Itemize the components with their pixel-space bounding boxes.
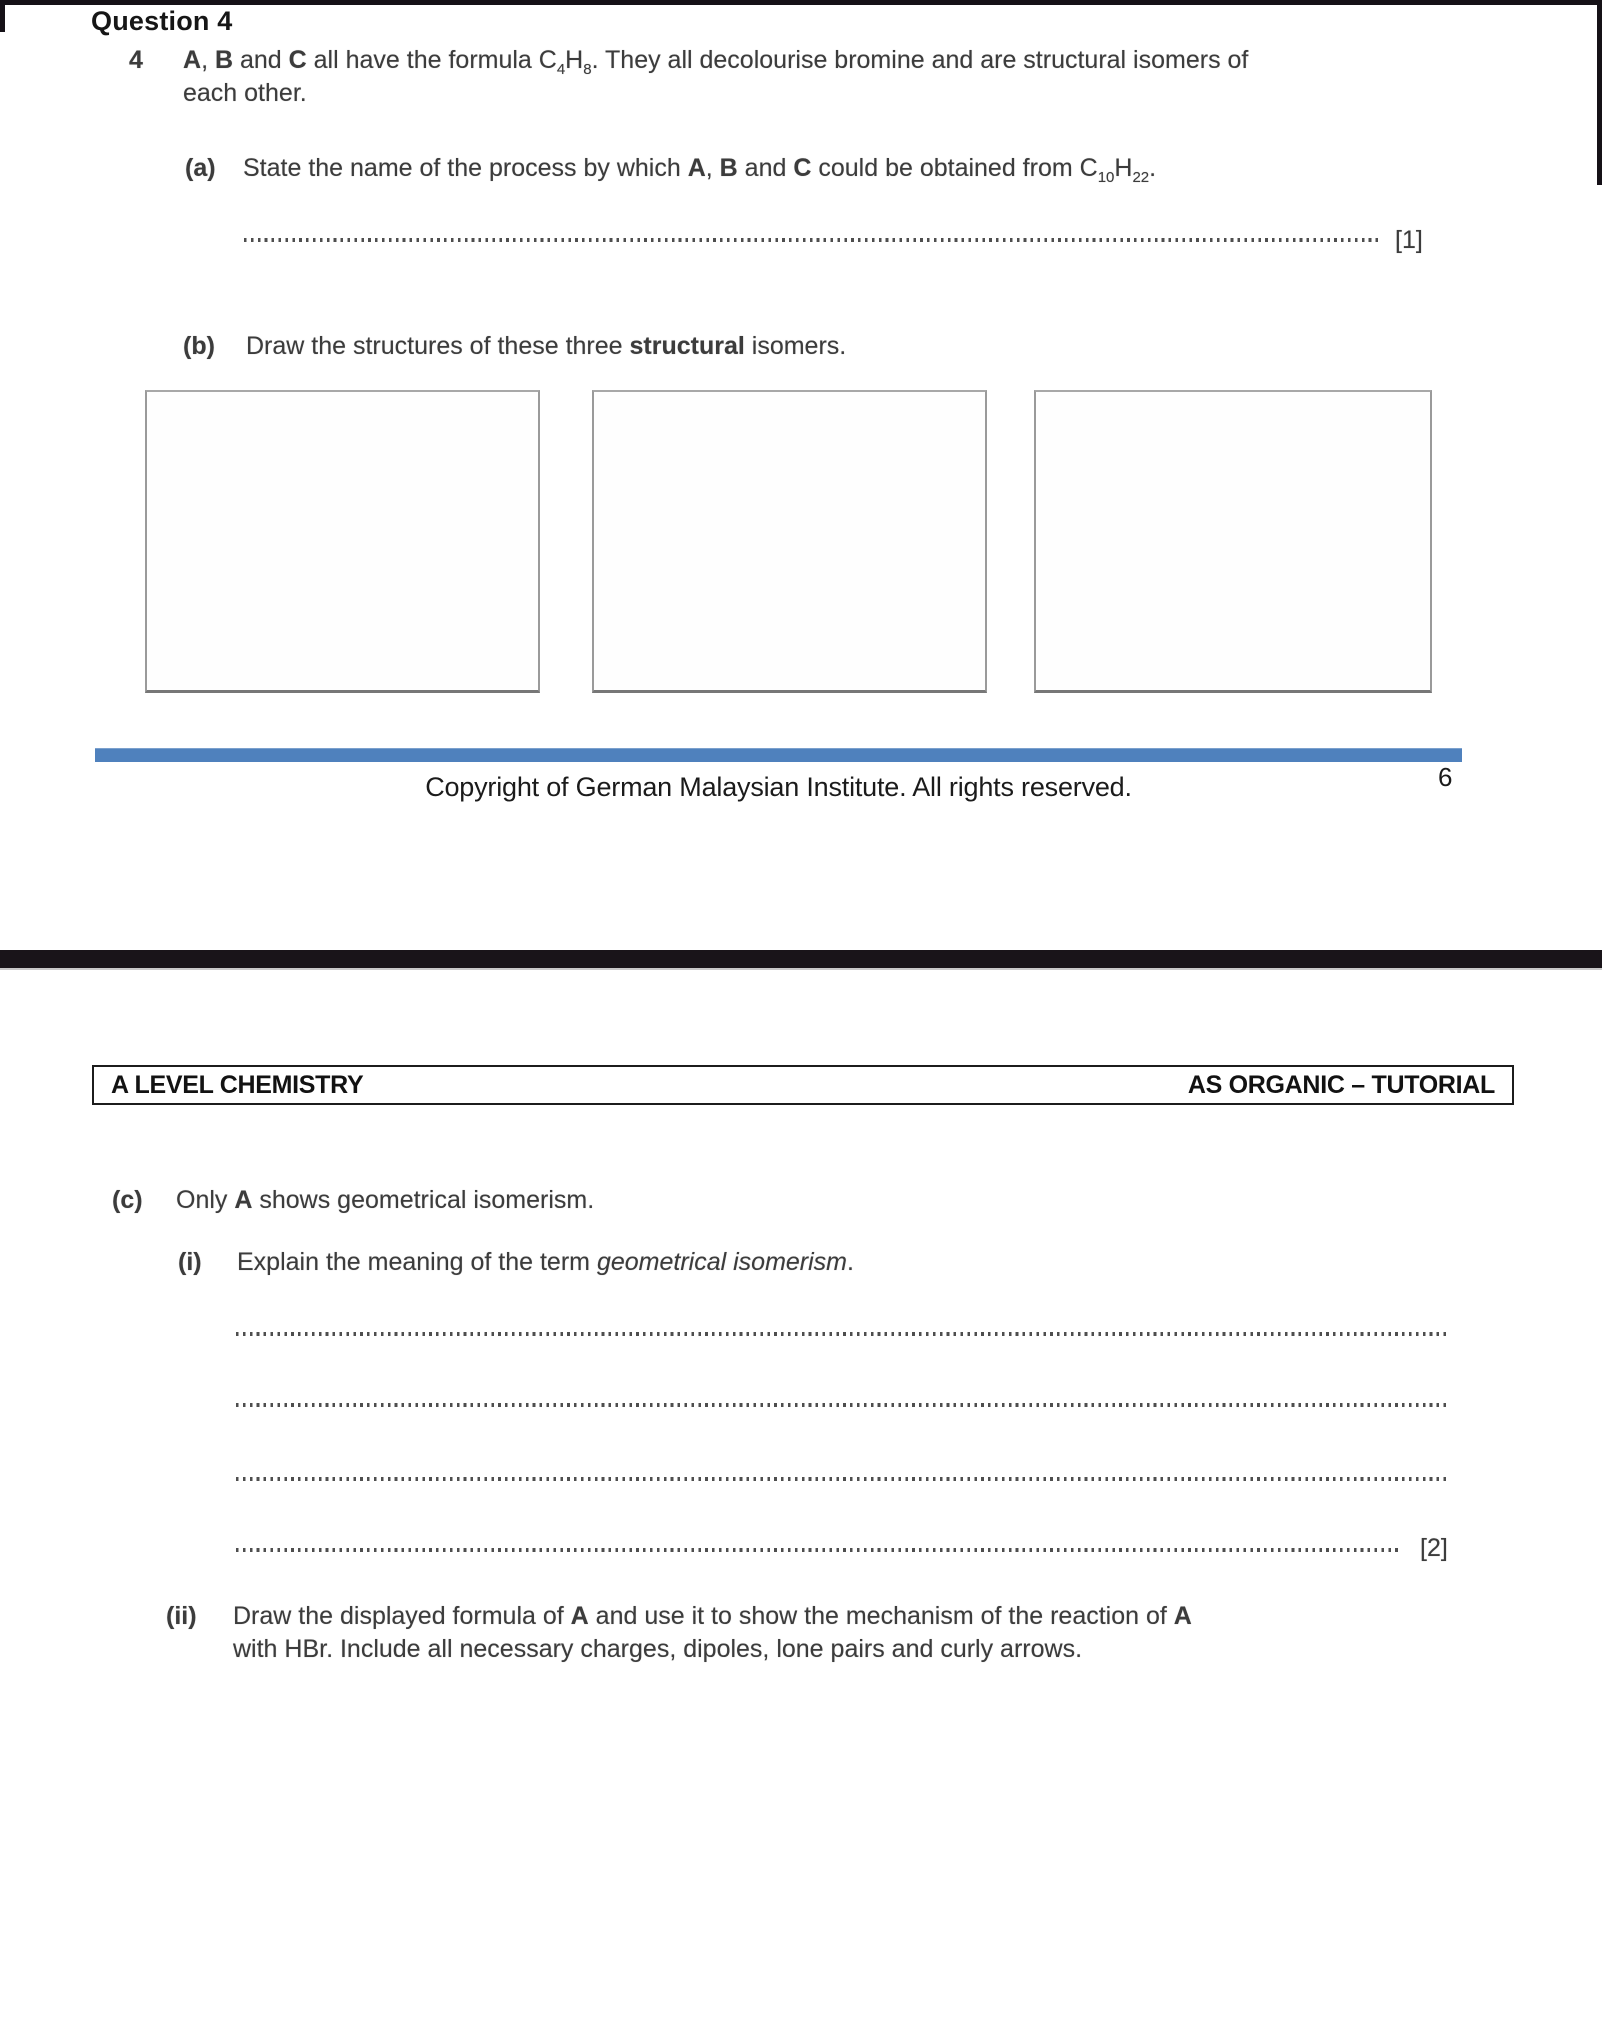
scan-right-edge-mark: [1597, 0, 1602, 185]
footer-blue-rule: [95, 748, 1462, 762]
part-c-ii-text-line1: Draw the displayed formula of A and use it to show the mechanism of the reaction of A: [233, 1602, 1192, 1630]
structure-answer-box-3: [1034, 390, 1432, 693]
part-c-i-label: (i): [178, 1248, 202, 1276]
part-c-label: (c): [112, 1186, 143, 1214]
question-title: Question 4: [91, 6, 233, 36]
header-section-title: AS ORGANIC – TUTORIAL: [1187, 1070, 1495, 1099]
page-number: 6: [1438, 762, 1453, 792]
part-a-label: (a): [185, 154, 216, 182]
question-item-number: 4: [129, 46, 143, 74]
part-b-text: Draw the structures of these three structural isomers.: [246, 332, 847, 360]
structure-answer-box-1: [145, 390, 540, 693]
part-b-label: (b): [183, 332, 215, 360]
scan-top-edge-line: [0, 0, 1602, 5]
part-a-answer-line: [244, 238, 1382, 242]
part-c-i-answer-line-1: [236, 1332, 1450, 1336]
part-c-text: Only A shows geometrical isomerism.: [176, 1186, 595, 1214]
question-intro-line1: A, B and C all have the formula $C_4H_8$. They all decolourise bromine and are structural isomers of: [183, 46, 1249, 78]
part-a-mark: [1]: [1395, 226, 1423, 254]
document-header-bar: [92, 1065, 1514, 1105]
part-c-i-answer-line-3: [236, 1477, 1450, 1481]
part-c-i-mark: [2]: [1420, 1534, 1448, 1562]
part-c-i-answer-line-2: [236, 1403, 1450, 1407]
part-c-i-answer-line-4: [236, 1548, 1398, 1552]
page-break-divider: [0, 950, 1602, 970]
structure-answer-box-2: [592, 390, 987, 693]
part-a-text: State the name of the process by which A, B and C could be obtained from $C_{10}H_{22}$.: [243, 154, 1157, 186]
scan-left-edge-mark: [0, 0, 5, 32]
part-c-ii-text-line2: with HBr. Include all necessary charges, dipoles, lone pairs and curly arrows.: [233, 1635, 1083, 1663]
part-c-ii-label: (ii): [166, 1602, 197, 1630]
header-course-title: A LEVEL CHEMISTRY: [111, 1070, 364, 1099]
question-intro-line2: each other.: [183, 79, 307, 107]
copyright-notice: Copyright of German Malaysian Institute. All rights reserved.: [425, 772, 1132, 802]
part-c-i-text: Explain the meaning of the term geometrical isomerism.: [237, 1248, 854, 1276]
